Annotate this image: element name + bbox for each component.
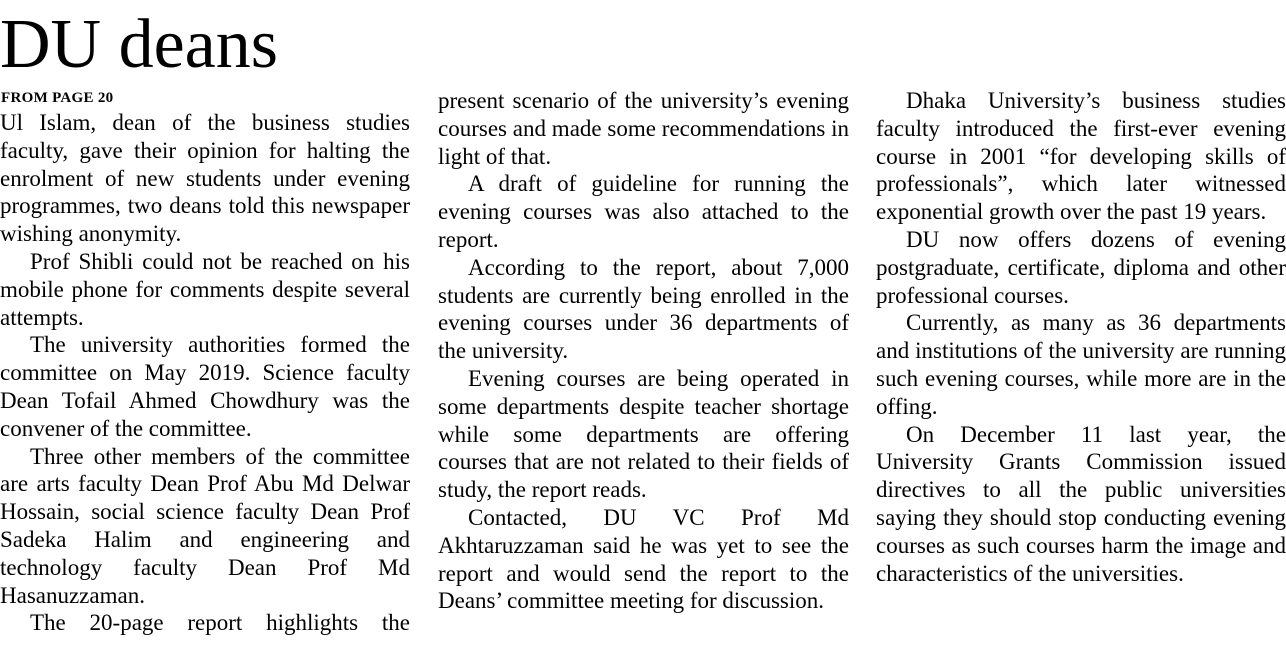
paragraph: A draft of guideline for running the evening courses was also attached to the report. [438,171,849,252]
headline: DU deans [0,6,278,83]
paragraph: Ul Islam, dean of the business studies faculty, gave their opinion for halting the enrolment of new students under evening programmes, two deans told this newspaper wishing anonymity. [0,110,410,247]
article-column-2 [438,87,849,615]
paragraph: DU now offers dozens of evening postgraduate, certificate, diploma and other professional courses. [876,226,1286,308]
paragraph: Contacted, DU VC Prof Md Akhtaruzzaman said he was yet to see the report and would send the report to the Deans’ committee meeting for discussion. [438,504,849,614]
paragraph: On December 11 last year, the University Grants Commission issued directives to all the public universities saying they should stop conducting evening courses as such courses harm the image and characteristics of the universities. [876,421,1286,586]
article-column-3 [876,87,1286,587]
paragraph: Prof Shibli could not be reached on his mobile phone for comments despite several attempts. [0,248,410,330]
jumpline: FROM PAGE 20 [1,90,114,106]
paragraph: Three other members of the committee are arts faculty Dean Prof Abu Md Delwar Hossain, social science faculty Dean Prof Sadeka Halim and engineering and technology faculty Dean Prof Md Hasanuzzaman. [0,443,410,608]
paragraph: According to the report, about 7,000 students are currently being enrolled in the evening courses under 36 departments of the university. [438,254,849,364]
paragraph: The 20-page report highlights the [30,610,410,636]
paragraph: Evening courses are being operated in some departments despite teacher shortage while some departments are offering courses that are not related to their fields of study, the report reads. [438,365,849,503]
paragraph: The university authorities formed the committee on May 2019. Science faculty Dean Tofail Ahmed Chowdhury was the convener of the committee. [0,332,410,441]
paragraph: Dhaka University’s business studies faculty introduced the first-ever evening course in 2001 “for developing skills of professionals”, which later witnessed exponential growth over the past 19 years. [876,88,1286,225]
article-column-1 [0,109,410,637]
paragraph: Currently, as many as 36 departments and institutions of the university are running such evening courses, while more are in the offing. [876,310,1286,419]
paragraph: present scenario of the university’s evening courses and made some recommendations in light of that. [438,88,849,169]
